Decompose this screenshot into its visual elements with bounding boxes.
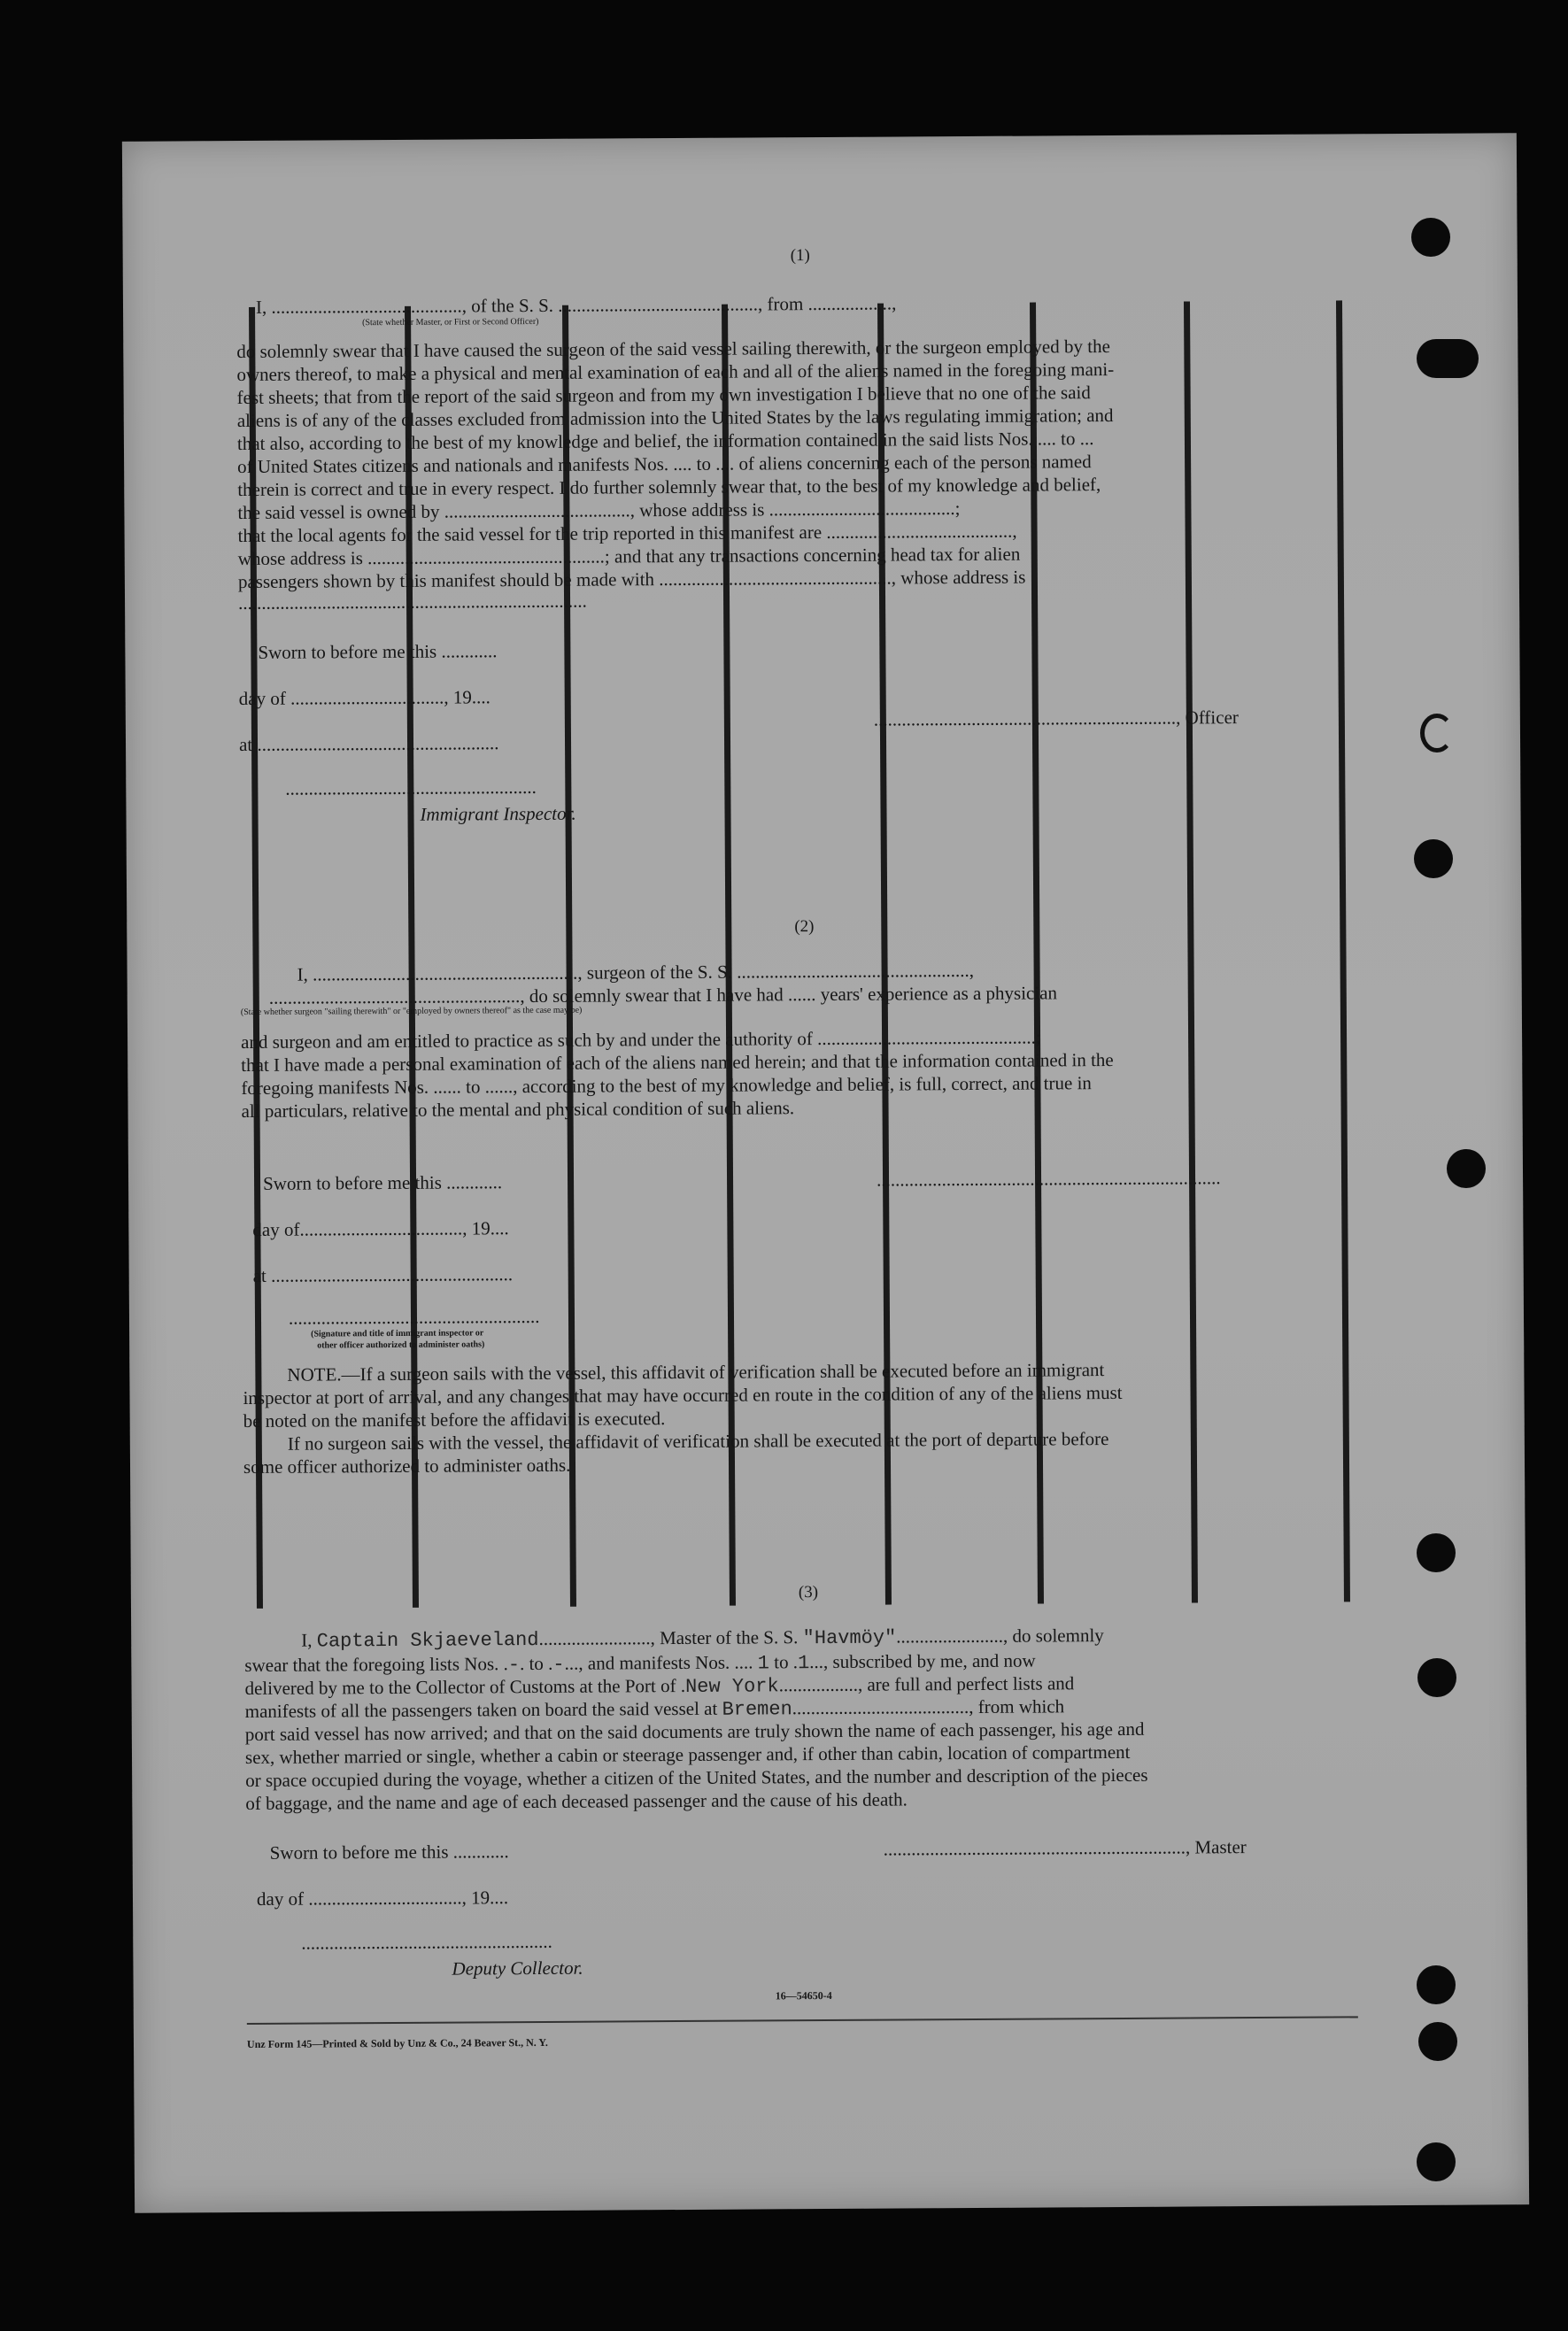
- section-3-l3a: delivered by me to the Collector of Customs at the Port of .: [244, 1674, 686, 1700]
- section-2-sig-note-2: other officer authorized to administer oaths): [317, 1339, 485, 1351]
- form-code: 16—54650-4: [775, 1988, 832, 2003]
- ship-name-typed: "Havmöy": [802, 1626, 897, 1650]
- section-2-para-4: all particulars, relative to the mental and physical condition of such aliens.: [241, 1097, 795, 1123]
- section-3-day: day of ................................., 19....: [256, 1887, 509, 1910]
- deputy-collector-label: Deputy Collector.: [452, 1957, 583, 1980]
- binder-hole: [1417, 1965, 1456, 2004]
- manifest-to-typed: 1: [797, 1652, 810, 1675]
- section-1-para-12: ...........................................................................: [237, 590, 587, 614]
- section-3-l1a: I,: [301, 1629, 313, 1651]
- from-port-typed: Bremen: [722, 1698, 792, 1721]
- binder-hole: [1411, 218, 1450, 257]
- binder-hole: [1447, 1149, 1486, 1188]
- section-1-number: (1): [790, 246, 810, 266]
- strike-line: [1184, 301, 1198, 1602]
- manifest-page: [122, 133, 1529, 2213]
- note-para-2: inspector at port of arrival, and any changes that may have occurred en route in the condition of any of the aliens must: [243, 1381, 1123, 1409]
- section-1-para-11: passengers shown by this manifest should be made with .................................................., whose address is: [237, 566, 1026, 593]
- section-3-l1c: ......................., do solemnly: [896, 1625, 1104, 1648]
- section-3-l4a: manifests of all the passengers taken on board the said vessel at: [244, 1697, 718, 1723]
- section-1-para-10: whose address is ...................................................; and that any transactions concerning head tax for alien: [237, 543, 1021, 570]
- section-2-line-2: ......................................................, do solemnly swear that I have had ...... years' experience as a physician: [268, 982, 1058, 1008]
- section-1-para-1: do solemnly swear that I have caused the surgeon of the said vessel sailing therewith, or the surgeon employed by the: [236, 336, 1110, 363]
- section-1-note: (State whether Master, or First or Second Officer): [362, 316, 539, 328]
- section-2-para-1: and surgeon and am entitled to practice as such by and under the authority of ...............................................;: [241, 1026, 1041, 1054]
- section-3-l2e: ..., subscribed by me, and now: [809, 1649, 1036, 1673]
- section-3-l2b: . to .: [519, 1652, 553, 1675]
- note-para-4: If no surgeon sails with the vessel, the affidavit of verification shall be executed at the port of departure before: [287, 1428, 1109, 1455]
- section-2-line-1: I, ........................................................., surgeon of the S. S. ..................................................,: [297, 959, 975, 985]
- binder-hole-torn: [1420, 714, 1454, 753]
- section-3-para-3: or space occupied during the voyage, whether a citizen of the United States, and the number and description of the pieces: [245, 1764, 1148, 1792]
- section-1-line-1: I, ........................................., of the S. S. ..........................................., from ..................,: [255, 292, 897, 318]
- section-1-para-4: aliens is of any of the classes excluded from admission into the United States by the laws regulating immigration; and: [236, 404, 1114, 432]
- master-name-typed: Captain Skjaeveland: [316, 1628, 539, 1653]
- section-2-sworn: Sworn to before me this ............: [262, 1171, 503, 1194]
- section-1-para-5: that also, according to the best of my knowledge and belief, the information contained in the said lists Nos. .... to ...: [236, 428, 1094, 455]
- section-3-sworn: Sworn to before me this ............: [269, 1841, 509, 1864]
- section-1-day: day of ................................., 19....: [238, 686, 490, 710]
- section-2-right-dots: ..........................................................................: [876, 1167, 1221, 1191]
- section-3-number: (3): [798, 1583, 819, 1602]
- section-3-l2d: to .: [774, 1651, 799, 1673]
- binder-hole: [1417, 339, 1479, 378]
- section-3-l1b: ........................, Master of the S. S.: [538, 1626, 799, 1649]
- binder-hole: [1414, 839, 1453, 878]
- section-3-para-1: port said vessel has now arrived; and that on the said documents are truly shown the name of each passenger, his age and: [244, 1717, 1145, 1746]
- footer-rule: [247, 2016, 1358, 2025]
- section-1-para-6: of United States citizens and nationals and manifests Nos. .... to .... of aliens concerning each of the persons named: [237, 451, 1092, 478]
- section-2-at: at ....................................................: [252, 1263, 514, 1286]
- section-1-para-8: the said vessel is owned by ........................................, whose address is ........................................;: [237, 498, 961, 524]
- section-1-para-3: fest sheets; that from the report of the said surgeon and from my own investigation I believe that no one of the said: [236, 382, 1091, 409]
- section-1-officer-line: ................................................................., Officer: [873, 706, 1239, 730]
- note-para-5: some officer authorized to administer oaths.: [243, 1454, 571, 1478]
- strike-line: [1336, 300, 1350, 1602]
- section-2-para-3: foregoing manifests Nos. ...... to ......, according to the best of my knowledge and belief, is full, correct, and true in: [241, 1072, 1092, 1100]
- section-2-day: day of..................................., 19....: [252, 1217, 509, 1240]
- section-3-master-line: ................................................................., Master: [883, 1836, 1247, 1860]
- section-1-sworn: Sworn to before me this ............: [258, 640, 498, 663]
- note-para-1: NOTE.—If a surgeon sails with the vessel, this affidavit of verification shall be executed before an immigrant: [287, 1359, 1105, 1385]
- section-1-para-9: that the local agents for the said vessel for the trip reported in this manifest are ........................................,: [237, 520, 1017, 547]
- section-3-line-1: [301, 1626, 1104, 1652]
- section-2-para-2: that I have made a personal examination of each of the aliens named herein; and that the information contained in the: [241, 1049, 1114, 1077]
- note-para-3: be noted on the manifest before the affidavit is executed.: [243, 1408, 666, 1432]
- binder-hole: [1418, 2022, 1457, 2061]
- section-3-para-4: of baggage, and the name and age of each deceased passenger and the cause of his death.: [245, 1788, 908, 1815]
- section-3-l4b: ......................................, from which: [792, 1695, 1065, 1719]
- manifest-from-typed: 1: [757, 1652, 770, 1675]
- list-to-typed: -: [552, 1653, 565, 1676]
- list-from-typed: -: [507, 1654, 521, 1677]
- printer-line: Unz Form 145—Printed & Sold by Unz & Co., 24 Beaver St., N. Y.: [246, 2035, 548, 2051]
- section-1-inspector-label: Immigrant Inspector.: [420, 802, 576, 825]
- section-2-number: (2): [794, 917, 815, 937]
- binder-hole: [1417, 2142, 1456, 2181]
- section-2-sig-note-1: (Signature and title of immigrant inspector or: [311, 1328, 484, 1339]
- section-3-l2c: ..., and manifests Nos. ....: [564, 1651, 753, 1674]
- port-typed: New York: [684, 1675, 779, 1698]
- binder-hole: [1417, 1658, 1456, 1697]
- binder-hole: [1417, 1533, 1456, 1572]
- section-3-l3b: ................., are full and perfect lists and: [778, 1672, 1075, 1696]
- section-3-l2a: swear that the foregoing lists Nos. .: [244, 1653, 508, 1677]
- section-1-at: at ....................................................: [238, 732, 499, 756]
- section-2-note: (State whether surgeon "sailing therewith" or "employed by owners thereof" as the case may be): [240, 1005, 583, 1018]
- strike-line: [1030, 303, 1044, 1604]
- section-2-sig-dots: ......................................................: [288, 1305, 540, 1329]
- section-3-para-2: sex, whether married or single, whether a cabin or steerage passenger and, if other than cabin, location of compartment: [244, 1741, 1131, 1769]
- section-1-para-7: therein is correct and true in every respect. I do further solemnly swear that, to the best of my knowledge and belief,: [237, 474, 1101, 501]
- section-3-sig-dots: ......................................................: [301, 1930, 552, 1954]
- section-1-para-2: owners thereof, to make a physical and mental examination of each and all of the aliens named in the foregoing mani-: [236, 358, 1115, 386]
- section-1-sig-dots: ......................................................: [285, 776, 537, 799]
